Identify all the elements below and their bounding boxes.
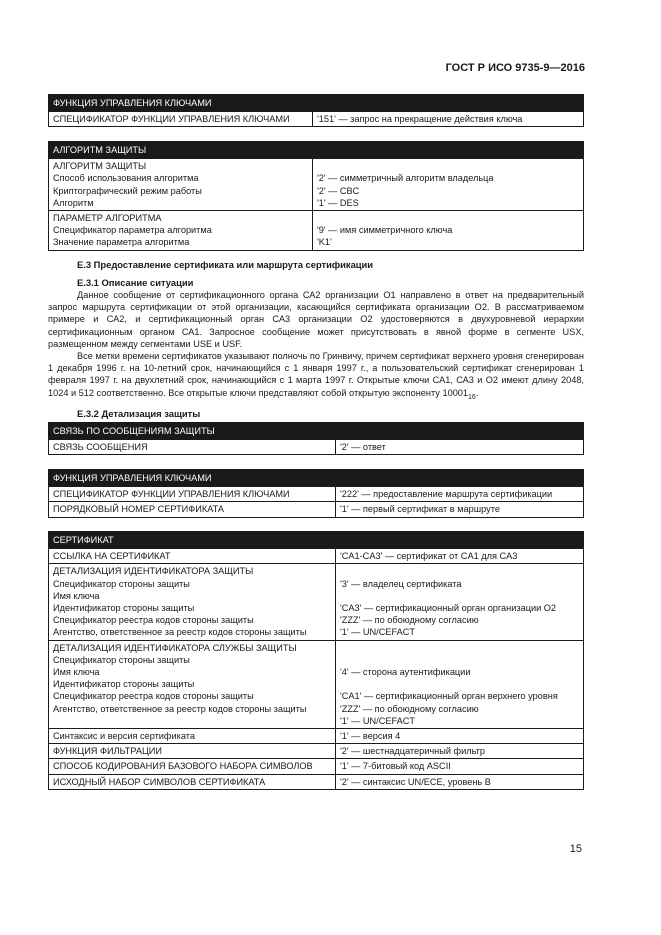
section-heading-e3: Е.3 Предоставление сертификата или маршрута сертификации: [77, 259, 374, 270]
cell-value: '1' — версия 4: [336, 729, 584, 744]
cell-label: СПЕЦИФИКАТОР ФУНКЦИИ УПРАВЛЕНИЯ КЛЮЧАМИ: [49, 487, 336, 502]
cell-line: 'CA3' — сертификационный орган организации О2: [340, 602, 557, 613]
cell-value: 'CA1-CA3' — сертификат от CA1 для CA3: [336, 549, 584, 564]
security-algorithm-table: [48, 141, 584, 251]
page-number: 15: [569, 843, 582, 855]
cell-value: '1' — первый сертификат в маршруте: [336, 502, 584, 517]
cell-line: '2' — симметричный алгоритм владельца: [317, 173, 494, 184]
cell-line: Идентификатор стороны защиты: [53, 603, 195, 614]
cell-line: '2' — CBC: [317, 185, 360, 196]
cell-line: 'K1': [317, 237, 332, 248]
cell-label: [49, 564, 336, 640]
cell-line: Спецификатор реестра кодов стороны защиты: [53, 615, 254, 626]
cell-value: [313, 159, 584, 211]
cell-line: Алгоритм: [53, 197, 94, 208]
table-header: ФУНКЦИЯ УПРАВЛЕНИЯ КЛЮЧАМИ: [49, 470, 584, 487]
table-row: [49, 487, 584, 502]
table-row: [49, 440, 584, 455]
security-association-table: [48, 422, 584, 455]
table-header: СВЯЗЬ ПО СООБЩЕНИЯМ ЗАЩИТЫ: [49, 423, 584, 440]
table-header: ФУНКЦИЯ УПРАВЛЕНИЯ КЛЮЧАМИ: [49, 95, 584, 112]
key-management-table-1: [48, 94, 584, 127]
cell-line: Спецификатор реестра кодов стороны защиты: [53, 691, 254, 702]
paragraph-2: [48, 350, 584, 399]
cell-line: Способ использования алгоритма: [53, 173, 199, 184]
cell-line: 'CA1' — сертификационный орган верхнего уровня: [340, 691, 558, 702]
cell-value: '151' — запрос на прекращение действия ключа: [313, 112, 584, 127]
cell-line: '9' — имя симметричного ключа: [317, 225, 453, 236]
paragraph-2-text: Все метки времени сертификатов указывают полночь по Гринвичу, причем сертификат верхнего уровня сгенерирован 1 декабря 1996 г. на 10-летний срок, начинающийся с 1 января 1997 г., а пользовательский сертификат сгенерирован 1 февраля 1997 г. на двухлетний срок, начинающийся с 1 марта 1997 г. Открытые ключи СА1, СА3 и О2 имеют длину 2048, 1024 и 512 соответственно. Все открытые ключи представляют собой открытую экспоненту: [48, 351, 584, 398]
cell-line: '1' — DES: [317, 197, 359, 208]
cell-line: '3' — владелец сертификата: [340, 578, 462, 589]
exponent-base: 16: [468, 393, 476, 401]
table-row: [49, 549, 584, 564]
cell-label: СПОСОБ КОДИРОВАНИЯ БАЗОВОГО НАБОРА СИМВОЛОВ: [49, 759, 336, 774]
cell-line: Криптографический режим работы: [53, 185, 202, 196]
table-row: [49, 759, 584, 774]
cell-line: Спецификатор стороны защиты: [53, 654, 190, 665]
cell-line: '1' — UN/CEFACT: [340, 715, 415, 726]
period: .: [475, 387, 479, 398]
table-header: СЕРТИФИКАТ: [49, 532, 584, 549]
cell-line: Значение параметра алгоритма: [53, 237, 190, 248]
table-row: [49, 564, 584, 640]
section-heading-e31: Е.3.1 Описание ситуации: [77, 277, 194, 288]
cell-subtitle: ДЕТАЛИЗАЦИЯ ИДЕНТИФИКАТОРА ЗАЩИТЫ: [53, 566, 254, 577]
paragraph-1: Данное сообщение от сертификационного органа СА2 организации О1 направлено в ответ на предварительный запрос маршрута сертификации от этой организации, касающийся сертификата организации О2. В рассматриваемом примере и СА2, и сертификационный орган СА3 организации О2 удостоверяются в двухуровневой иерархии сертификационным органом СА1. Запросное сообщение может присутствовать в явной форме в сегменте USX, размещенном между сегментами USE и USF.: [48, 290, 584, 349]
cell-line: 'ZZZ' — по обоюдному согласию: [340, 703, 479, 714]
cell-label: ИСХОДНЫЙ НАБОР СИМВОЛОВ СЕРТИФИКАТА: [49, 774, 336, 789]
cell-label: ФУНКЦИЯ ФИЛЬТРАЦИИ: [49, 744, 336, 759]
cell-line: Спецификатор стороны защиты: [53, 578, 190, 589]
certificate-table: [48, 531, 584, 790]
cell-line: Идентификатор стороны защиты: [53, 679, 195, 690]
table-row: [49, 640, 584, 728]
document-code: ГОСТ Р ИСО 9735-9—2016: [445, 62, 585, 74]
cell-subtitle: ДЕТАЛИЗАЦИЯ ИДЕНТИФИКАТОРА СЛУЖБЫ ЗАЩИТЫ: [53, 642, 297, 653]
cell-label: ПОРЯДКОВЫЙ НОМЕР СЕРТИФИКАТА: [49, 502, 336, 517]
table-row: [49, 774, 584, 789]
cell-subtitle: ПАРАМЕТР АЛГОРИТМА: [53, 213, 162, 224]
cell-value: '2' — шестнадцатеричный фильтр: [336, 744, 584, 759]
cell-label: СПЕЦИФИКАТОР ФУНКЦИИ УПРАВЛЕНИЯ КЛЮЧАМИ: [49, 112, 313, 127]
cell-value: '1' — 7-битовый код ASCII: [336, 759, 584, 774]
table-row: [49, 502, 584, 517]
cell-line: Имя ключа: [53, 590, 100, 601]
table-row: [49, 112, 584, 127]
cell-value: '222' — предоставление маршрута сертификации: [336, 487, 584, 502]
table-row: [49, 729, 584, 744]
cell-value: '2' — ответ: [336, 440, 584, 455]
cell-value: '2' — синтаксис UN/ECE, уровень B: [336, 774, 584, 789]
cell-line: '4' — сторона аутентификации: [340, 667, 471, 677]
cell-label: Синтаксис и версия сертификата: [49, 729, 336, 744]
table-row: [49, 744, 584, 759]
section-heading-e32: Е.3.2 Детализация защиты: [77, 408, 201, 419]
table-row: [49, 159, 584, 211]
cell-line: '1' — UN/CEFACT: [340, 627, 415, 638]
table-header: АЛГОРИТМ ЗАЩИТЫ: [49, 142, 584, 159]
cell-label: СВЯЗЬ СООБЩЕНИЯ: [49, 440, 336, 455]
cell-value: [336, 640, 584, 728]
cell-value: [313, 211, 584, 251]
cell-label: ССЫЛКА НА СЕРТИФИКАТ: [49, 549, 336, 564]
table-row: [49, 211, 584, 251]
cell-label: [49, 640, 336, 728]
key-management-table-2: [48, 469, 584, 518]
body-text: [48, 289, 584, 399]
cell-line: 'ZZZ' — по обоюдному согласию: [340, 615, 479, 626]
cell-line: Агентство, ответственное за реестр кодов стороны защиты: [53, 703, 307, 714]
cell-subtitle: АЛГОРИТМ ЗАЩИТЫ: [53, 161, 147, 172]
cell-label: [49, 211, 313, 251]
cell-value: [336, 564, 584, 640]
cell-line: Агентство, ответственное за реестр кодов стороны защиты: [53, 627, 307, 638]
cell-label: [49, 159, 313, 211]
cell-line: Имя ключа: [53, 667, 100, 678]
cell-line: Спецификатор параметра алгоритма: [53, 225, 212, 236]
exponent-value: 10001: [442, 387, 469, 398]
